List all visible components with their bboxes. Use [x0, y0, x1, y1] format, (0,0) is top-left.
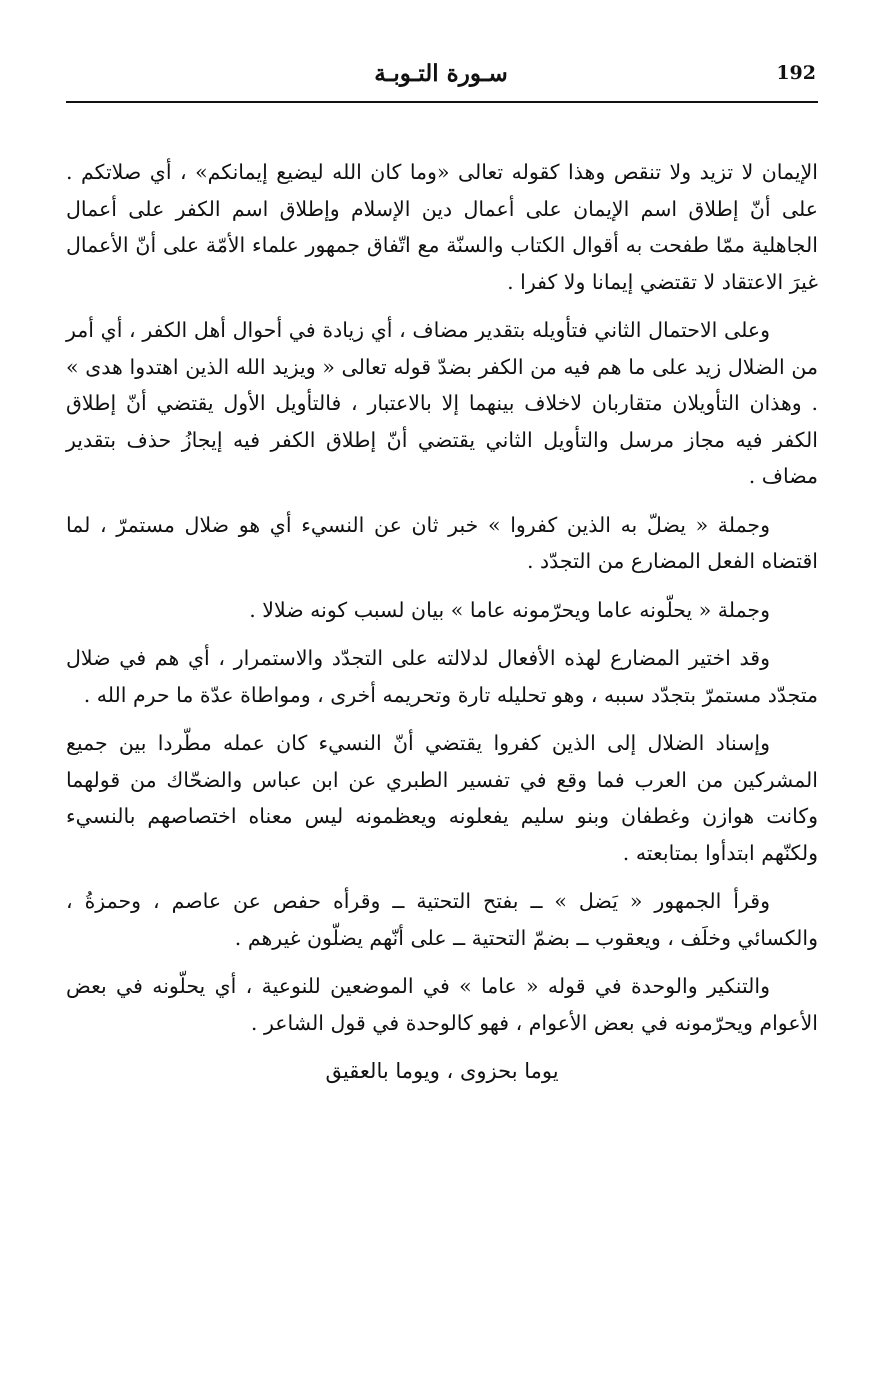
paragraph-8: والتنكير والوحدة في قوله « عاما » في الموضعين للنوعية ، أي يحلّونه في بعض الأعوام ويحرّمونه في بعض الأعوام ، فهو كالوحدة في قول الشاعر . — [66, 974, 818, 1035]
paragraph-3: وجملة « يضلّ به الذين كفروا » خبر ثان عن النسيء أي هو ضلال مستمرّ ، لما اقتضاه الفعل المضارع من التجدّد . — [66, 512, 818, 573]
paragraph-5: وقد اختير المضارع لهذه الأفعال لدلالته على التجدّد والاستمرار ، أي هم في ضلال متجدّد مستمرّ بتجدّد سببه ، وهو تحليله تارة وتحريمه أخرى ، ومواطاة عدّة ما حرم الله . — [66, 646, 818, 707]
header-rule — [66, 101, 818, 103]
paragraph-4: وجملة « يحلّونه عاما ويحرّمونه عاما » بيان لسبب كونه ضلالا . — [249, 597, 770, 622]
paragraph-2: وعلى الاحتمال الثاني فتأويله بتقدير مضاف ، أي زيادة في أحوال أهل الكفر ، أي أمر من الضلال زيد على ما هم فيه من الكفر بضدّ قوله تعالى « ويزيد الله الذين اهتدوا هدى » . وهذان التأويلان متقاربان لاخلاف بينهما إلا بالاعتبار ، فالتأويل الأول يقتضي أنّ إطلاق الكفر فيه مجاز مرسل والتأويل الثاني يقتضي أنّ إطلاق الكفر فيه إيجازُ حذف بتقدير مضاف . — [66, 318, 818, 488]
running-title: سـورة التـوبـة — [374, 60, 508, 87]
body-text — [66, 154, 818, 1089]
paragraph-1: الإيمان لا تزيد ولا تنقص وهذا كقوله تعالى «وما كان الله ليضيع إيمانكم» ، أي صلاتكم . على أنّ إطلاق اسم الإيمان على أعمال دين الإسلام وإطلاق اسم الكفر على أعمال الجاهلية ممّا طفحت به أقوال الكتاب والسنّة مع اتّفاق جمهور علماء الأمّة على أنّ الأعمال غيرَ الاعتقاد لا تقتضي إيمانا ولا كفرا . — [66, 160, 818, 294]
paragraph-6: وإسناد الضلال إلى الذين كفروا يقتضي أنّ النسيء كان عمله مطّردا بين جميع المشركين من العرب فما وقع في تفسير الطبري عن ابن عباس والضحّاك من قولهما وكانت هوازن وغطفان وبنو سليم يفعلونه ويعظمونه ليس معناه اختصاصهم بالنسيء ولكنّهم ابتدأوا بمتابعته . — [66, 731, 818, 865]
page-header — [66, 58, 816, 98]
poetry-verse: يوما بحزوى ، ويوما بالعقيق — [325, 1059, 559, 1083]
page-number: 192 — [776, 62, 816, 84]
paragraph-7: وقرأ الجمهور « يَضل » ــ بفتح التحتية ــ وقرأه حفص عن عاصم ، وحمزةُ ، والكسائي وخلَف ، ويعقوب ــ بضمّ التحتية ــ على أنّهم يضلّون غيرهم . — [66, 889, 818, 950]
